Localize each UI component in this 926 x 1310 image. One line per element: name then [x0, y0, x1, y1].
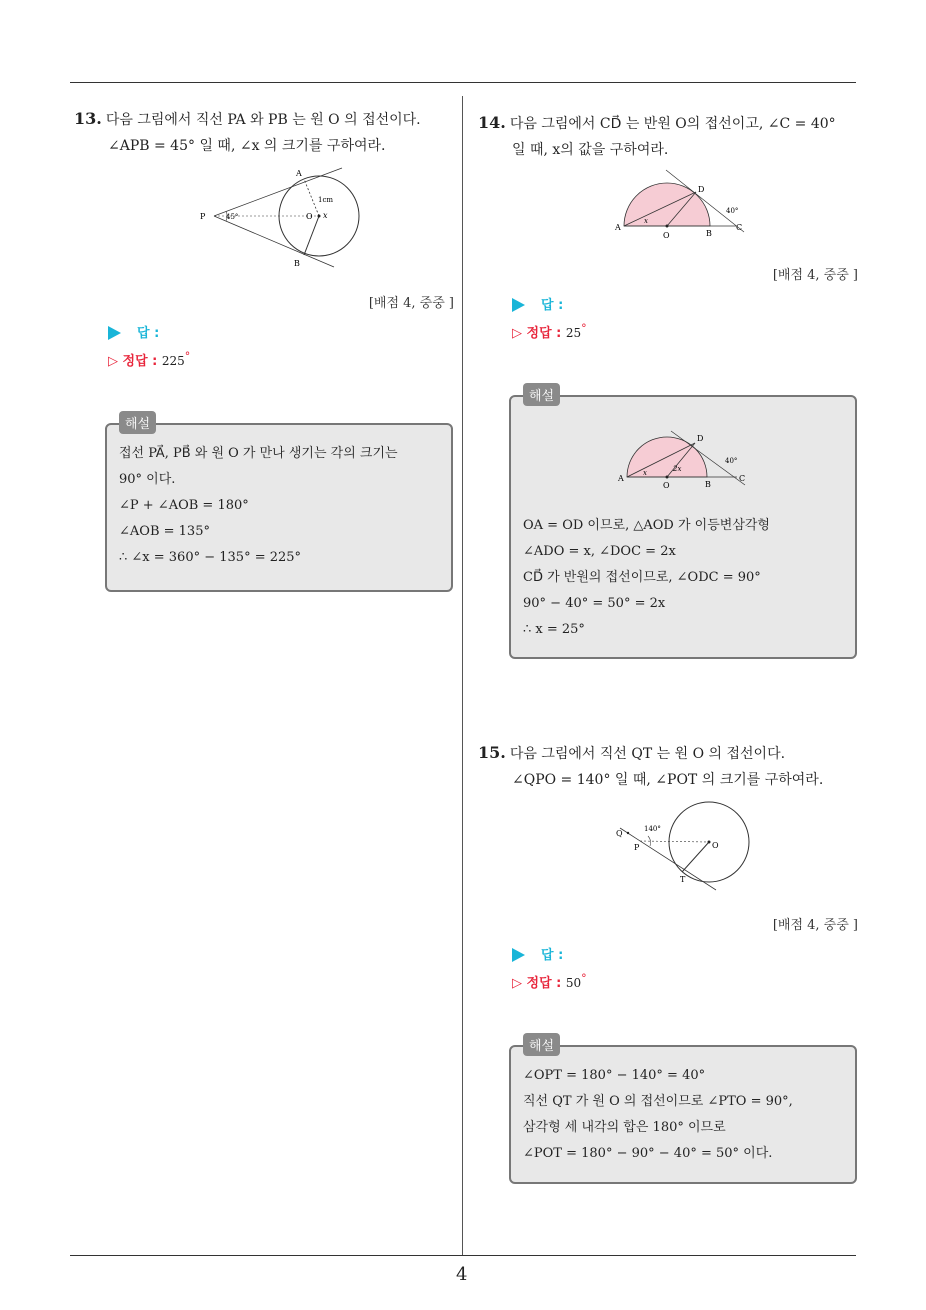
label-b: B	[705, 480, 711, 489]
solution-line: ∠ADO = x, ∠DOC = 2x	[523, 544, 676, 559]
solution-line: OA = OD 이므로, △AOD 가 이등변삼각형	[523, 518, 770, 533]
label-a: A	[618, 474, 624, 483]
degree-mark: °	[184, 350, 191, 363]
problem-14	[478, 110, 862, 163]
answer-label: 답 :	[541, 298, 564, 313]
answer-label: 답 :	[541, 948, 564, 963]
problem-text: 다음 그림에서 직선 PA 와 PB 는 원 O 의 접선이다.	[105, 112, 421, 128]
triangle-outline-icon: ▷	[108, 354, 123, 369]
page-number: 4	[456, 1264, 468, 1285]
label-a: A	[615, 223, 621, 232]
solution-box-14	[509, 389, 857, 659]
correct-label: 정답 :	[122, 354, 158, 369]
label-p: P	[200, 212, 206, 221]
problem-number: 14.	[478, 113, 506, 132]
solution-box-15	[509, 1039, 857, 1184]
solution-line: ∴ x = 25°	[523, 622, 585, 637]
play-icon	[512, 948, 525, 962]
figure-15	[612, 798, 756, 894]
solution-tag: 해설	[523, 1033, 560, 1056]
solution-line: ∠POT = 180° − 90° − 40° = 50° 이다.	[523, 1146, 773, 1161]
label-o: O	[663, 231, 670, 240]
problem-15	[478, 740, 862, 793]
solution-tag: 해설	[119, 411, 156, 434]
label-x: x	[643, 469, 647, 477]
solution-line: CD⃗ 가 반원의 접선이므로, ∠ODC = 90°	[523, 570, 761, 585]
problem-number: 13.	[74, 109, 102, 128]
score-13: [배점 4, 중중 ]	[368, 296, 454, 311]
tangent-pa	[214, 168, 342, 216]
solution-line: ∠OPT = 180° − 140° = 40°	[523, 1068, 706, 1083]
solution-line: 접선 PA⃗, PB⃗ 와 원 O 가 만나 생기는 각의 크기는	[119, 446, 398, 461]
score-15: [배점 4, 중중 ]	[772, 918, 858, 933]
answer-label: 답 :	[137, 326, 160, 341]
segment-ot	[682, 842, 709, 872]
answer-row-15	[512, 944, 563, 963]
label-o: O	[712, 841, 719, 850]
degree-mark: °	[581, 322, 587, 335]
score-14: [배점 4, 중중 ]	[772, 268, 858, 283]
label-angle: 40°	[726, 207, 739, 215]
problem-text: 다음 그림에서 CD⃗ 는 반원 O의 접선이고, ∠C = 40°	[509, 116, 836, 132]
degree-mark: °	[581, 972, 587, 985]
solution-line: ∴ ∠x = 360° − 135° = 225°	[119, 550, 302, 565]
problem-text: 다음 그림에서 직선 QT 는 원 O 의 접선이다.	[509, 746, 786, 762]
solution-line: ∠P + ∠AOB = 180°	[119, 498, 249, 513]
label-length: 1cm	[318, 196, 334, 204]
label-2x: 2x	[673, 465, 682, 473]
correct-label: 정답 :	[526, 326, 562, 341]
triangle-outline-icon: ▷	[512, 326, 527, 341]
label-d: D	[698, 185, 705, 194]
label-o: O	[663, 481, 670, 489]
label-angle: 40°	[725, 457, 738, 465]
label-b: B	[706, 229, 712, 238]
solution-line: 90° 이다.	[119, 472, 176, 487]
solution-line: 삼각형 세 내각의 합은 180° 이므로	[523, 1120, 726, 1135]
radius-ob	[304, 216, 319, 255]
label-d: D	[697, 434, 704, 443]
correct-row-15	[512, 972, 587, 991]
label-q: Q	[616, 829, 623, 838]
play-icon	[108, 326, 121, 340]
label-angle: 45°	[226, 213, 239, 221]
problem-13	[74, 106, 460, 159]
label-x: x	[644, 217, 648, 225]
label-c: C	[736, 223, 743, 232]
correct-value: 25	[565, 326, 582, 340]
correct-value: 225	[161, 354, 185, 368]
label-b: B	[294, 259, 300, 268]
figure-13	[196, 166, 366, 272]
header-rule	[70, 82, 856, 83]
solution-line: 90° − 40° = 50° = 2x	[523, 596, 666, 611]
play-icon	[512, 298, 525, 312]
solution-box-13	[105, 417, 453, 592]
correct-label: 정답 :	[526, 976, 562, 991]
solution-figure-14	[615, 429, 755, 489]
problem-number: 15.	[478, 743, 506, 762]
label-p: P	[634, 843, 640, 852]
problem-text: ∠APB = 45° 일 때, ∠x 의 크기를 구하여라.	[108, 138, 386, 154]
label-x: x	[323, 211, 328, 220]
problem-text: ∠QPO = 140° 일 때, ∠POT 의 크기를 구하여라.	[512, 772, 824, 788]
label-o: O	[306, 212, 313, 221]
correct-row-14	[512, 322, 587, 341]
label-c: C	[739, 474, 746, 483]
solution-line: ∠AOB = 135°	[119, 524, 210, 539]
column-divider	[462, 96, 463, 1256]
triangle-outline-icon: ▷	[512, 976, 527, 991]
label-a: A	[296, 169, 302, 178]
answer-row-13	[108, 322, 159, 341]
problem-text: 일 때, x의 값을 구하여라.	[512, 142, 669, 158]
footer-rule	[70, 1255, 856, 1256]
correct-row-13	[108, 350, 190, 369]
answer-row-14	[512, 294, 563, 313]
tangent-qt	[620, 828, 716, 890]
figure-14	[612, 168, 752, 242]
solution-line: 직선 QT 가 원 O 의 접선이므로 ∠PTO = 90°,	[523, 1094, 793, 1109]
label-angle: 140°	[644, 825, 661, 833]
radius-oa	[304, 179, 319, 216]
solution-tag: 해설	[523, 383, 560, 406]
correct-value: 50	[565, 976, 582, 990]
label-t: T	[680, 875, 686, 884]
